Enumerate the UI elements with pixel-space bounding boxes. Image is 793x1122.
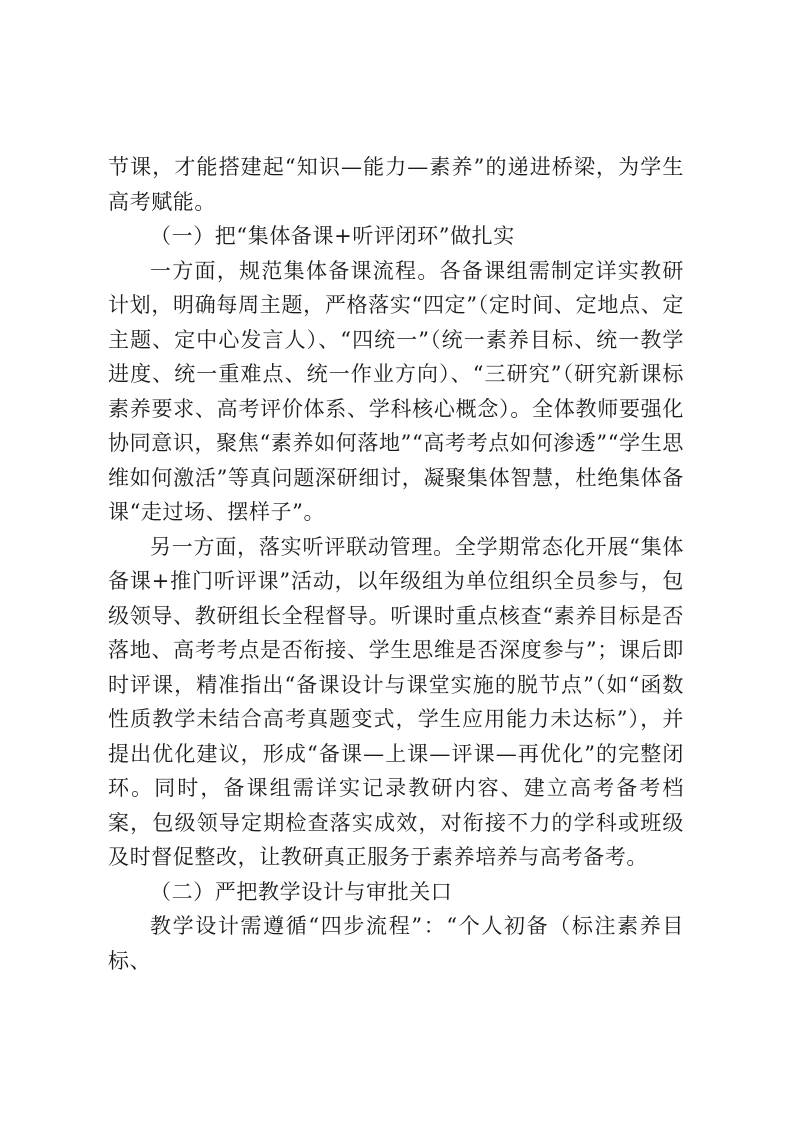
document-body <box>108 150 684 978</box>
paragraph-teaching-design: 教学设计需遵循“四步流程”：“个人初备（标注素养目标、 <box>108 914 684 973</box>
section-heading-2: （二）严把教学设计与审批关口 <box>150 879 453 904</box>
paragraph-listening-evaluation: 另一方面，落实听评联动管理。全学期常态化开展“集体备课+推门听评课”活动，以年级组为单位组织全员参与，包级领导、教研组长全程督导。听课时重点核查“素养目标是否落地、高考考点是否衔接、学生思维是否深度参与”；课后即时评课，精准指出“备课设计与课堂实施的脱节点”（如“函数性质教学未结合高考真题变式，学生应用能力未达标”），并提出优化建议，形成“备课—上课—评课—再优化”的完整闭环。同时，备课组需详实记录教研内容、建立高考备考档案，包级领导定期检查落实成效，对衔接不力的学科或班级及时督促整改，让教研真正服务于素养培养与高考备考。 <box>108 534 684 869</box>
paragraph-continuation: 节课，才能搭建起“知识—能力—素养”的递进桥梁，为学生高考赋能。 <box>108 155 684 214</box>
section-heading-1: （一）把“集体备课+听评闭环”做扎实 <box>150 224 515 248</box>
paragraph-collective-lesson-prep: 一方面，规范集体备课流程。各备课组需制定详实教研计划，明确每周主题，严格落实“四定”（定时间、定地点、定主题、定中心发言人）、“四统一”（统一素养目标、统一教学进度、统一重难点、统一作业方向）、“三研究”（研究新课标素养要求、高考评价体系、学科核心概念）。全体教师要强化协同意识，聚焦“素养如何落地”“高考考点如何渗透”“学生思维如何激活”等真问题深研细讨，凝聚集体智慧，杜绝集体备课“走过场、摆样子”。 <box>108 258 684 524</box>
